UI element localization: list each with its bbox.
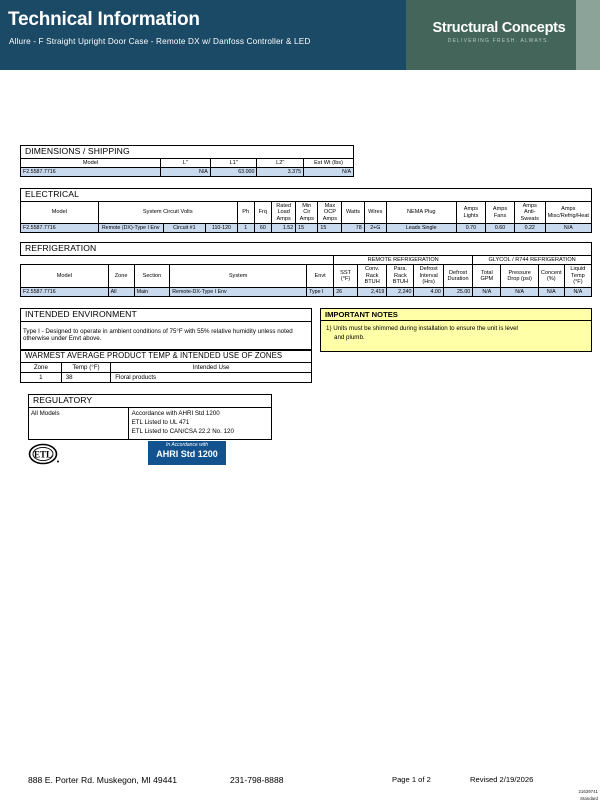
cell-temp: 38	[61, 373, 110, 383]
footer-doc-code	[528, 789, 598, 802]
table-row	[21, 224, 592, 233]
table-row	[21, 373, 312, 383]
regulatory-title-row	[29, 395, 272, 408]
page-header	[0, 0, 612, 70]
regulatory-section	[28, 394, 272, 440]
important-notes-box	[320, 308, 592, 352]
dimensions-table	[20, 145, 354, 177]
cell-regulatory-items	[128, 407, 271, 439]
regulatory-item-ul: ETL Listed to UL 471	[131, 418, 190, 426]
col-defrost-duration: Defrost Duration	[443, 265, 472, 287]
col-frq: Frq	[254, 201, 272, 223]
page-title: Technical Information	[8, 9, 200, 30]
cell-amps-lights: 0.70	[456, 224, 486, 233]
footer-revised-date: Revised 2/19/2026	[470, 775, 534, 784]
dimensions-title-row	[21, 146, 354, 159]
col-l1: L1"	[210, 158, 257, 167]
refrigeration-title-row	[21, 243, 592, 256]
col-l2: L2"	[257, 158, 304, 167]
electrical-section	[20, 188, 592, 233]
cell-conv-rack-btuh: 2,419	[357, 287, 386, 296]
group-glycol-refrigeration: GLYCOL / R744 REFRIGERATION	[473, 255, 592, 264]
intended-environment-body: Type I - Designed to operate in ambient conditions of 75°F with 55% relative humidity unless noted otherwise under Envt above.	[21, 321, 312, 349]
intended-environment-section	[20, 308, 312, 350]
cell-max-ocp-amps: 15	[318, 224, 342, 233]
intended-environment-section-title: INTENDED ENVIRONMENT	[21, 309, 312, 322]
ahri-badge-line2: AHRI Std 1200	[156, 448, 218, 459]
col-amps-anti-sweats: Amps Anti-Sweats	[514, 201, 545, 223]
group-spacer-envt	[307, 255, 334, 264]
cell-ph: 1	[237, 224, 254, 233]
col-system: System	[170, 265, 307, 287]
warmest-temp-section-title: WARMEST AVERAGE PRODUCT TEMP & INTENDED USE OF ZONES	[21, 351, 312, 363]
regulatory-table	[28, 394, 272, 440]
important-notes-title: IMPORTANT NOTES	[321, 309, 591, 321]
col-nema-plug: NEMA Plug	[386, 201, 456, 223]
warmest-temp-title-row	[21, 351, 312, 363]
etl-icon	[28, 443, 62, 465]
col-amps-lights: Amps Lights	[456, 201, 486, 223]
regulatory-section-title: REGULATORY	[29, 395, 272, 408]
col-intended-use: Intended Use	[111, 362, 312, 372]
brand-tagline: DELIVERING FRESH. ALWAYS.	[447, 38, 551, 44]
cell-watts: 78	[342, 224, 364, 233]
col-ph: Ph	[237, 201, 254, 223]
col-model: Model	[21, 265, 109, 287]
col-temp: Temp (°F)	[61, 362, 110, 372]
cell-sst: 26	[334, 287, 358, 296]
col-zone: Zone	[108, 265, 134, 287]
important-notes-body	[321, 321, 591, 351]
cell-l2: 3.375	[257, 168, 304, 177]
regulatory-item-ahri: Accordance with AHRI Std 1200	[131, 409, 220, 417]
cell-liquid-temp: N/A	[564, 287, 591, 296]
cell-model: F2.5587.7716	[21, 168, 161, 177]
brand-name: Structural Concepts	[432, 20, 566, 36]
col-pressure-drop: Pressure Drop (psi)	[501, 265, 538, 287]
table-row	[21, 168, 354, 177]
group-spacer-zone	[108, 255, 134, 264]
col-min-cir-amps: Min Cir Amps	[296, 201, 318, 223]
col-amps-misc: Amps Misc/Refrig/Heat	[545, 201, 591, 223]
cell-circuit: Circuit #1	[163, 224, 205, 233]
col-section: Section	[134, 265, 170, 287]
cell-wires: 2+G	[364, 224, 386, 233]
regulatory-item-csa: ETL Listed to CAN/CSA 22.2 No. 120	[131, 427, 234, 435]
electrical-table	[20, 188, 592, 233]
cell-total-gpm: N/A	[473, 287, 501, 296]
cell-intended-use: Floral products	[111, 373, 312, 383]
footer-page-number: Page 1 of 2	[392, 775, 431, 784]
col-concent: Concent (%)	[538, 265, 564, 287]
cell-system: Remote-DX-Type I Env	[170, 287, 307, 296]
cell-section: Main	[134, 287, 170, 296]
cell-defrost-duration: 25.00	[443, 287, 472, 296]
doc-code-type: Standard	[580, 795, 598, 801]
group-spacer-section	[134, 255, 170, 264]
important-notes-section	[320, 308, 592, 352]
col-watts: Watts	[342, 201, 364, 223]
cell-defrost-interval: 4.00	[414, 287, 443, 296]
cell-pressure-drop: N/A	[501, 287, 538, 296]
important-note-1-continued: and plumb.	[334, 334, 365, 342]
cell-amps-fans: 0.60	[486, 224, 515, 233]
col-sst: SST (°F)	[334, 265, 358, 287]
header-green-accent	[576, 0, 600, 70]
col-model: Model	[21, 158, 161, 167]
col-wires: Wires	[364, 201, 386, 223]
cell-volts: 110-120	[205, 224, 237, 233]
cell-est-wt: N/A	[304, 168, 354, 177]
cell-l: N/A	[160, 168, 210, 177]
cell-envt: Type I	[307, 287, 334, 296]
col-liquid-temp: Liquid Temp (°F)	[564, 265, 591, 287]
intended-environment-body-row	[21, 321, 312, 349]
cell-amps-misc: N/A	[545, 224, 591, 233]
col-model: Model	[21, 201, 99, 223]
intended-environment-title-row	[21, 309, 312, 322]
footer-phone: 231-798-8888	[230, 775, 284, 785]
cell-frq: 60	[254, 224, 272, 233]
table-row	[21, 287, 592, 296]
page-subtitle: Allure - F Straight Upright Door Case - Remote DX w/ Danfoss Controller & LED	[9, 37, 311, 46]
cell-model: F2.5587.7716	[21, 287, 109, 296]
cell-zone: All	[108, 287, 134, 296]
dimensions-section	[20, 145, 354, 177]
col-zone: Zone	[21, 362, 62, 372]
warmest-temp-table	[20, 350, 312, 383]
col-est-wt: Est Wt (lbs)	[304, 158, 354, 167]
ahri-badge	[148, 441, 226, 465]
cell-para-rack-btuh: 2,240	[387, 287, 414, 296]
header-white-edge	[600, 0, 612, 70]
refrigeration-section	[20, 242, 592, 297]
cell-zone: 1	[21, 373, 62, 383]
svg-text:ETL: ETL	[33, 449, 53, 460]
col-envt: Envt	[307, 265, 334, 287]
col-max-ocp-amps: Max OCP Amps	[318, 201, 342, 223]
footer-address: 888 E. Porter Rd. Muskegon, MI 49441	[28, 775, 178, 785]
cell-system: Remote (DX)-Type I Env	[98, 224, 163, 233]
cell-nema-plug: Leads Single	[386, 224, 456, 233]
refrigeration-table	[20, 242, 592, 297]
etl-logo	[28, 443, 62, 465]
cell-concent: N/A	[538, 287, 564, 296]
col-conv-rack-btuh: Conv. Rack BTUH	[357, 265, 386, 287]
cell-amps-anti-sweats: 0.22	[514, 224, 545, 233]
col-defrost-interval: Defrost Interval (Hrs)	[414, 265, 443, 287]
refrigeration-group-header-row	[21, 255, 592, 264]
col-rated-load-amps: Rated Load Amps	[272, 201, 296, 223]
refrigeration-header-row	[21, 265, 592, 287]
dimensions-header-row	[21, 158, 354, 167]
warmest-temp-header-row	[21, 362, 312, 372]
dimensions-section-title: DIMENSIONS / SHIPPING	[21, 146, 354, 159]
col-l: L"	[160, 158, 210, 167]
cell-rated-load-amps: 1.52	[272, 224, 296, 233]
brand-logo	[424, 20, 574, 36]
electrical-title-row	[21, 189, 592, 202]
cell-l1: 63.000	[210, 168, 257, 177]
electrical-section-title: ELECTRICAL	[21, 189, 592, 202]
col-para-rack-btuh: Para. Rack BTUH	[387, 265, 414, 287]
group-spacer-model	[21, 255, 109, 264]
refrigeration-section-title: REFRIGERATION	[21, 243, 592, 256]
important-note-1: 1) Units must be shimmed during installation to ensure the unit is level	[326, 325, 518, 332]
electrical-header-row	[21, 201, 592, 223]
group-spacer-system	[170, 255, 307, 264]
group-remote-refrigeration: REMOTE REFRIGERATION	[334, 255, 473, 264]
ahri-badge-line1: In Accordance with	[165, 442, 209, 448]
intended-environment-table	[20, 308, 312, 350]
col-system-circuit-volts: System Circuit Volts	[98, 201, 237, 223]
cell-models-label: All Models	[29, 407, 129, 439]
cell-min-cir-amps: 15	[296, 224, 318, 233]
col-total-gpm: Total GPM	[473, 265, 501, 287]
doc-code-number: 21639741	[578, 789, 598, 794]
table-row	[29, 407, 272, 439]
warmest-temp-section	[20, 350, 312, 383]
cell-model: F2.5587.7716	[21, 224, 99, 233]
col-amps-fans: Amps Fans	[486, 201, 515, 223]
